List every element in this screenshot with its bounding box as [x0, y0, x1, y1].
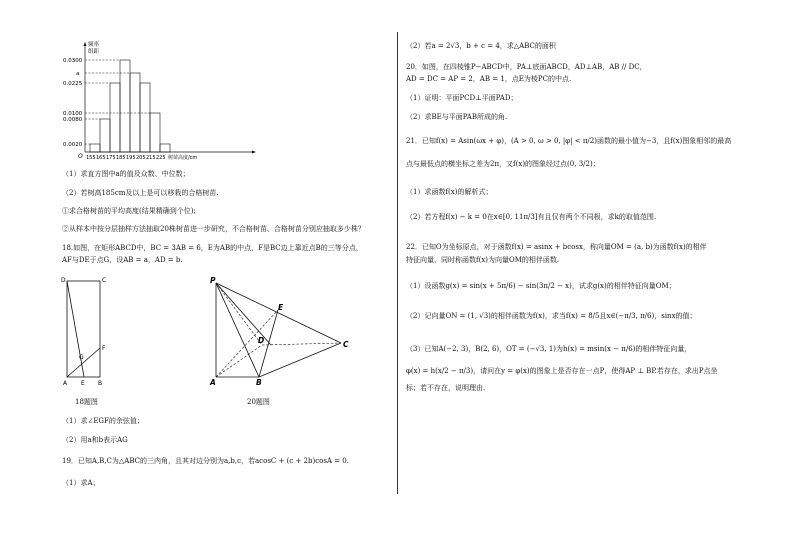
q17-part2-i: ①求合格树苗的平均高度(结果精确到个位); — [62, 207, 196, 215]
label-G: G — [79, 354, 84, 361]
q21-stem-line2: 点与最低点的横坐标之差为2π，又f(x)的图象经过点(0, 3/2)； — [406, 160, 600, 168]
q21-part2: （2）若方程f(x) − k = 0在x∈[0, 11π/3]有且仅有两个不同根，求k的取值范围. — [406, 213, 657, 221]
q19-part2: （2）若a = 2√3，b + c = 4，求△ABC的面积 — [406, 42, 556, 50]
q18-part2: （2）用a和b表示AG — [62, 436, 128, 444]
hist-origin: O — [78, 153, 83, 160]
hist-ytick: 0.0300 — [63, 58, 83, 64]
figure-18-caption: 18题图 — [75, 398, 98, 406]
q20-stem-line2: AD = DC = AP = 2，AB = 1，点E为棱PC的中点. — [406, 75, 572, 83]
label-B: B — [256, 378, 262, 387]
label-E: E — [278, 303, 284, 312]
q21-stem-line1: 21．已知f(x) = Asin(ωx + φ)，(A > 0, ω > 0, |φ| < π/2)函数的最小值为−3，且f(x)图象相邻的最高 — [406, 137, 732, 145]
hist-xtick: 225 — [156, 155, 166, 161]
q22-part1: （1）设函数g(x) = sin(x + 5π/6) − sin(3π/2 − x)，试求g(x)的相伴特征向量OM； — [406, 282, 676, 290]
hist-xtick: 165 — [96, 155, 106, 161]
label-D: D — [61, 277, 66, 284]
label-E: E — [81, 380, 85, 387]
q20-part2: （2）求BE与平面PAB所成的角. — [406, 113, 508, 121]
q21-part1: （1）求函数f(x)的解析式； — [406, 188, 493, 196]
q17-part2-ii: ②从样本中按分层抽样方法抽取20株树苗进一步研究，不合格树苗、合格树苗分别应抽取多少株？ — [62, 225, 365, 233]
hist-ylabel: 频率 — [88, 42, 100, 48]
label-D: D — [258, 336, 265, 345]
q19-part1: （1）求A； — [62, 479, 100, 487]
hist-bar — [140, 83, 150, 152]
hist-bar — [90, 144, 100, 152]
hist-ytick: 0.0225 — [63, 81, 83, 87]
q17-part2: （2）若树高185cm及以上是可以移栽的合格树苗. — [62, 189, 219, 197]
label-C: C — [102, 277, 107, 284]
hist-y-arrow — [84, 42, 87, 46]
hist-bar — [160, 144, 170, 152]
q17-part1: （1）求直方图中a的值及众数、中位数； — [62, 170, 190, 178]
q18-part1: （1）求∠EGF的余弦值； — [62, 417, 144, 425]
hist-x-arrow — [252, 151, 256, 154]
hist-xtick: 175 — [106, 155, 116, 161]
q22-part3-line2: φ(x) = h(x/2 − π/3)，请问在y = φ(x)的图象上是否存在一点P，使得AP ⊥ BP.若存在，求出P点坐 — [406, 367, 718, 375]
hist-xtick: 155 — [86, 155, 96, 161]
hist-ylabel: 组距 — [88, 49, 100, 55]
hist-ytick: 0.0100 — [63, 111, 83, 117]
label-A: A — [63, 380, 68, 387]
hist-xtick: 185 — [116, 155, 126, 161]
q22-part3-line1: （3）已知A(−2, 3)，B(2, 6)，OT = (−√3, 1)为h(x) = msin(x − π/6)的相伴特征向量， — [406, 345, 692, 353]
hist-xtick: 215 — [146, 155, 156, 161]
figure-18-rectangle — [58, 274, 118, 388]
hist-ytick: 0.0020 — [63, 142, 83, 148]
q20-part1: （1）证明：平面PCD⊥平面PAD； — [406, 94, 518, 102]
column-divider — [397, 32, 398, 494]
figure-20-pyramid — [206, 274, 356, 388]
hist-bar — [120, 60, 130, 152]
q20-stem-line1: 20．如图，在四棱锥P−ABCD中，PA⊥底面ABCD，AD⊥AB，AB // DC， — [406, 63, 647, 71]
q22-stem-line1: 22．已知O为坐标原点，对于函数f(x) = asinx + bcosx，称向量OM = (a, b)为函数f(x)的相伴 — [406, 243, 707, 251]
figure-20-caption: 20题图 — [247, 398, 270, 406]
label-P: P — [210, 276, 216, 285]
q18-stem-line2: AF与DE于点G，设AB = a，AD = b. — [62, 256, 183, 264]
hist-bar — [110, 83, 120, 152]
histogram-figure — [58, 40, 258, 162]
q22-part3-line3: 标；若不存在，说明理由. — [406, 384, 486, 392]
label-C: C — [343, 340, 349, 349]
q18-stem-line1: 18.如图，在矩形ABCD中，BC = 3AB = 6，E为AB的中点，F是BC边上靠近点B的三等分点， — [62, 244, 363, 252]
q22-part2: （2）记向量ON = (1, √3)的相伴函数为f(x)，求当f(x) = 8/5且x∈(−π/3, π/6)，sinx的值； — [406, 312, 697, 320]
q22-stem-line2: 特征向量，同时称函数f(x)为向量OM的相伴函数. — [406, 256, 560, 264]
hist-xlabel: 树苗高度/cm — [168, 155, 198, 161]
hist-bar — [150, 113, 160, 152]
label-B: B — [98, 380, 103, 387]
hist-ytick: a — [76, 71, 80, 77]
hist-xtick: 195 — [126, 155, 136, 161]
label-A: A — [210, 378, 216, 387]
hist-ytick: 0.0080 — [63, 117, 83, 123]
label-F: F — [102, 345, 106, 352]
hist-xtick: 205 — [136, 155, 146, 161]
hist-bar — [130, 73, 140, 152]
hist-bar — [100, 119, 110, 152]
q19-stem: 19．已知A,B,C为△ABC的三内角，且其对边分别为a,b,c，若acosC + (c + 2b)cosA = 0. — [62, 457, 349, 465]
